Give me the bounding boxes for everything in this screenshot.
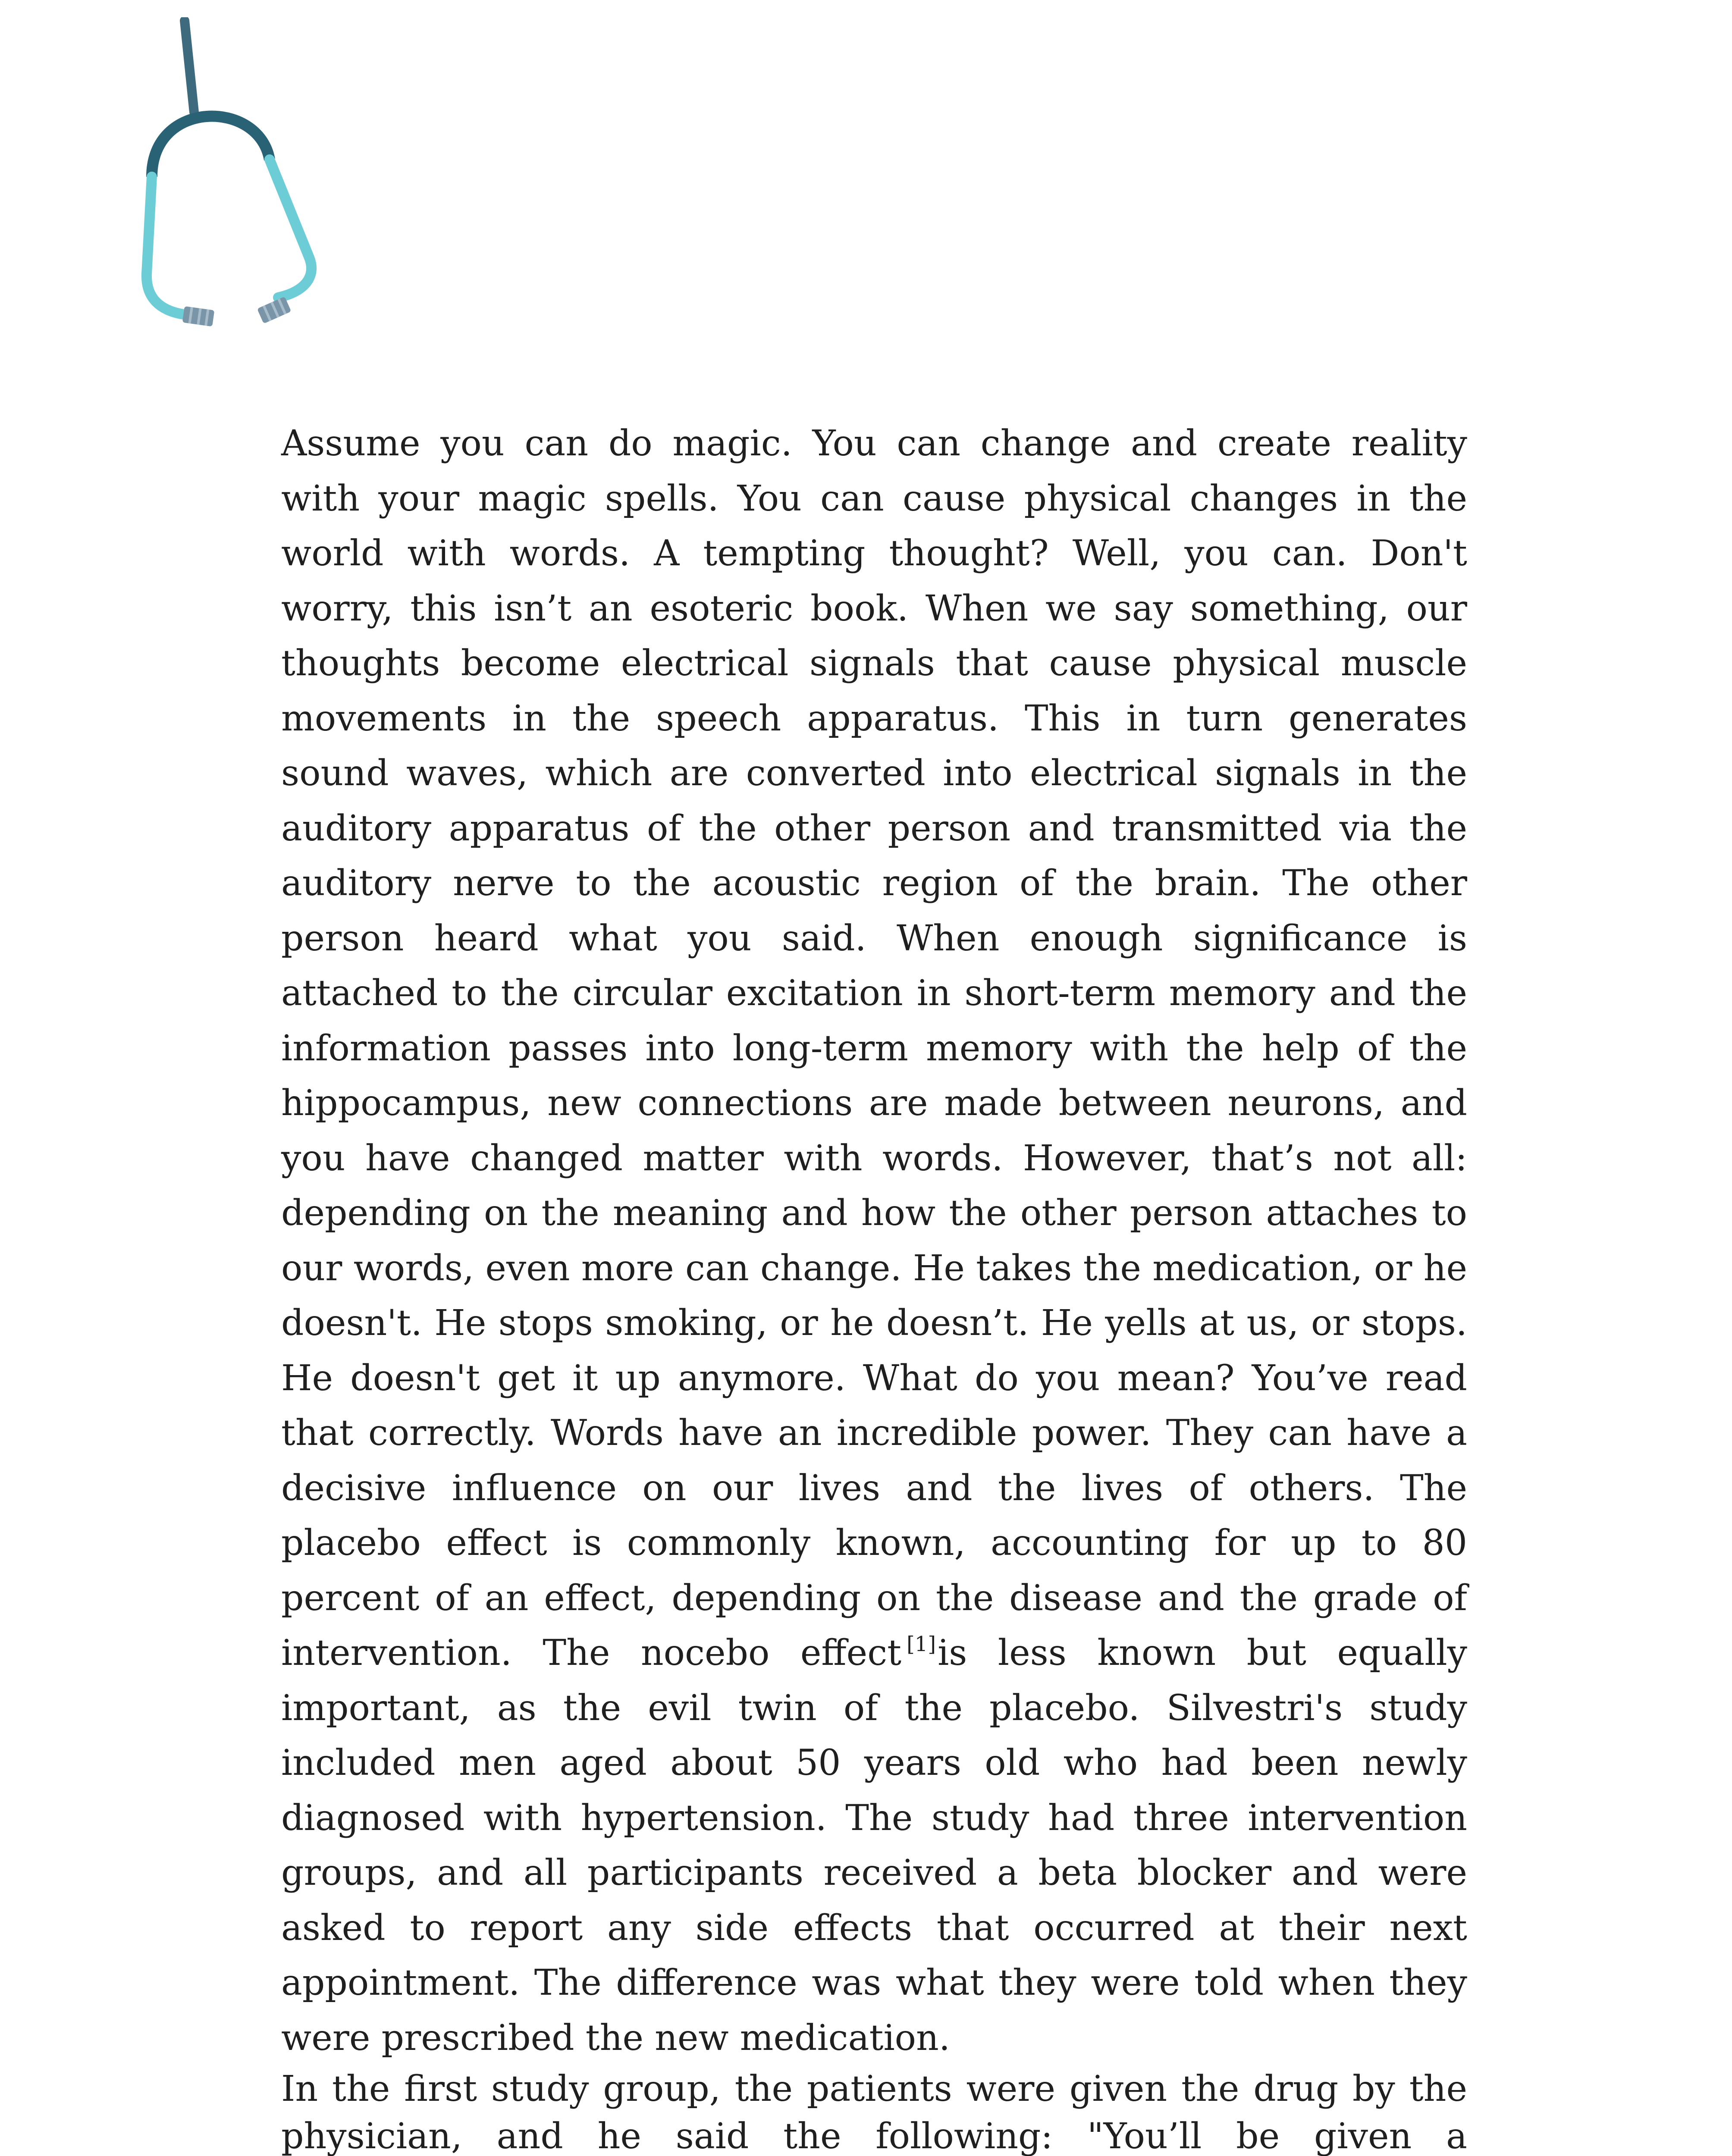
paragraph-1 xyxy=(281,416,1467,2065)
paragraph-1-text-before-ref: Assume you can do magic. You can change and create reality with your magic spells. You can cause physical changes in the world with words. A tempting thought? Well, you can. Don't worry, this isn’t an esoteric book. When we say something, our thoughts become electrical signals that cause physical muscle movements in the speech apparatus. This in turn generates sound waves, which are converted into electrical signals in the auditory apparatus of the other person and transmitted via the auditory nerve to the acoustic region of the brain. The other person heard what you said. When enough significance is attached to the circular excitation in short-term memory and the information passes into long-term memory with the help of the hippocampus, new connections are made between neurons, and you have changed matter with words. However, that’s not all: depending on the meaning and how the other person attaches to our words, even more can change. He takes the medication, or he doesn't. He stops smoking, or he doesn’t. He yells at us, or stops. He doesn't get it up anymore. What do you mean? You’ve read that correctly. Words have an incredible power. They can have a decisive influence on our lives and the lives of others. The placebo effect is commonly known, accounting for up to 80 percent of an effect, depending on the disease and the grade of intervention. The nocebo effect xyxy=(281,423,1467,1673)
stethoscope-icon xyxy=(129,17,328,336)
body-text xyxy=(281,416,1467,2156)
paragraph-1-text-after-ref: is less known but equally important, as the evil twin of the placebo. Silvestri's study included men aged about 50 years old who had been newly diagnosed with hypertension. The study had three intervention groups, and all participants received a beta blocker and were asked to report any side effects that occurred at their next appointment. The difference was what they were told when they were prescribed the new medication. xyxy=(281,1633,1467,2059)
paragraph-2: In the first study group, the patients were given the drug by the physician, and he said the following: "You’ll be given a xyxy=(281,2068,1467,2156)
reference-marker[interactable]: [1] xyxy=(907,1632,936,1656)
